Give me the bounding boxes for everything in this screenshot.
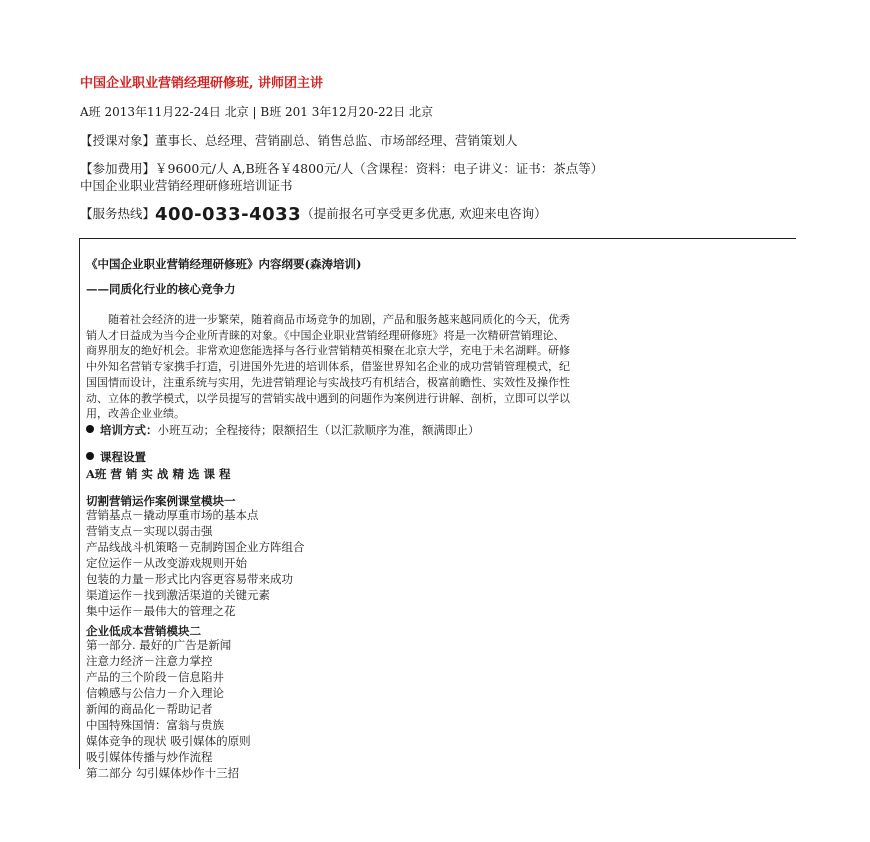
page-title: 中国企业职业营销经理研修班, 讲师团主讲 [80,76,324,91]
list-item: 产品线战斗机策略－克制跨国企业方阵组合 [86,540,305,554]
target-audience: 【授课对象】董事长、总经理、营销副总、销售总监、市场部经理、营销策划人 [80,133,518,148]
bullet-icon [86,425,94,433]
list-item: 吸引媒体传播与炒作流程 [86,750,213,764]
hotline-label: 【服务热线】 [80,206,156,221]
intro-line: 销人才日益成为当今企业所青睐的对象。《中国企业职业营销经理研修班》将是一次精研营销理论、 [86,328,565,342]
method-text: 小班互动；全程接待；限额招生（以汇款顺序为准，额满即止） [157,423,480,437]
class-schedule: A班 2013年11月22-24日 北京 | B班 201 3年12月20-22日 北京 [80,105,434,119]
list-item: 集中运作－最伟大的管理之花 [86,604,236,618]
list-item: 营销基点－撬动厚重市场的基本点 [86,508,259,522]
list-item: 定位运作－从改变游戏规则开始 [86,556,247,570]
list-item: 营销支点－实现以弱击强 [86,524,213,538]
module1-list [86,507,305,619]
list-item: 新闻的商品化－帮助记者 [86,702,213,716]
fee-line: 【参加费用】￥9600元/人 A,B班各￥4800元/人（含课程：资料：电子讲义：证书：茶点等） [80,161,604,176]
list-item: 包装的力量－形式比内容更容易带来成功 [86,572,293,586]
list-item: 第一部分. 最好的广告是新闻 [86,638,232,652]
hotline-note: （提前报名可享受更多优惠, 欢迎来电咨询） [301,206,547,221]
intro-line: 商界朋友的绝好机会。非常欢迎您能选择与各行业营销精英相聚在北京大学，充电于未名湖畔。研修 [86,344,570,358]
hotline-number[interactable]: 400-033-4033 [155,204,302,225]
course-label: 课程设置 [100,450,146,464]
certificate-line: 中国企业职业营销经理研修班培训证书 [80,178,293,193]
course-class-title: A班 营 销 实 战 精 选 课 程 [86,467,231,481]
intro-paragraph [86,312,798,422]
intro-line: 随着社会经济的进一步繁荣，随着商品市场竞争的加剧，产品和服务越来越同质化的今天，优秀 [86,313,570,326]
intro-line: 用，改善企业业绩。 [86,407,185,421]
course-outline-box [79,238,796,780]
list-item: 渠道运作－找到激活渠道的关键元素 [86,588,270,602]
outline-subheading: ——同质化行业的核心竞争力 [86,282,236,296]
list-item: 中国特殊国情：富翁与贵族 [86,718,224,732]
course-setting [86,449,146,465]
list-item: 第二部分 勾引媒体炒作十三招 [86,766,240,780]
list-item: 产品的三个阶段－信息陷井 [86,670,224,684]
training-method [86,422,480,438]
module2-title: 企业低成本营销模块二 [86,624,201,638]
intro-line: 中外知名营销专家携手打造，引进国外先进的培训体系，借鉴世界知名企业的成功营销管理模式，纪 [86,360,570,374]
method-label: 培训方式： [100,423,158,437]
outline-heading: 《中国企业职业营销经理研修班》内容纲要(森涛培训) [86,257,362,271]
intro-line: 国国情而设计，注重系统与实用，先进营销理论与实战技巧有机结合，极富前瞻性、实效性及操作性 [86,375,570,389]
list-item: 信赖感与公信力－介入理论 [86,686,224,700]
bullet-icon [86,452,94,460]
service-hotline [80,204,547,225]
module2-list [86,637,251,781]
list-item: 媒体竞争的现状 吸引媒体的原则 [86,734,251,748]
intro-line: 动、立体的教学模式，以学员提写的营销实战中遇到的问题作为案例进行讲解、剖析，立即可以学以 [86,391,570,405]
list-item: 注意力经济－注意力掌控 [86,654,213,668]
module1-title: 切割营销运作案例课堂模块一 [86,494,236,508]
